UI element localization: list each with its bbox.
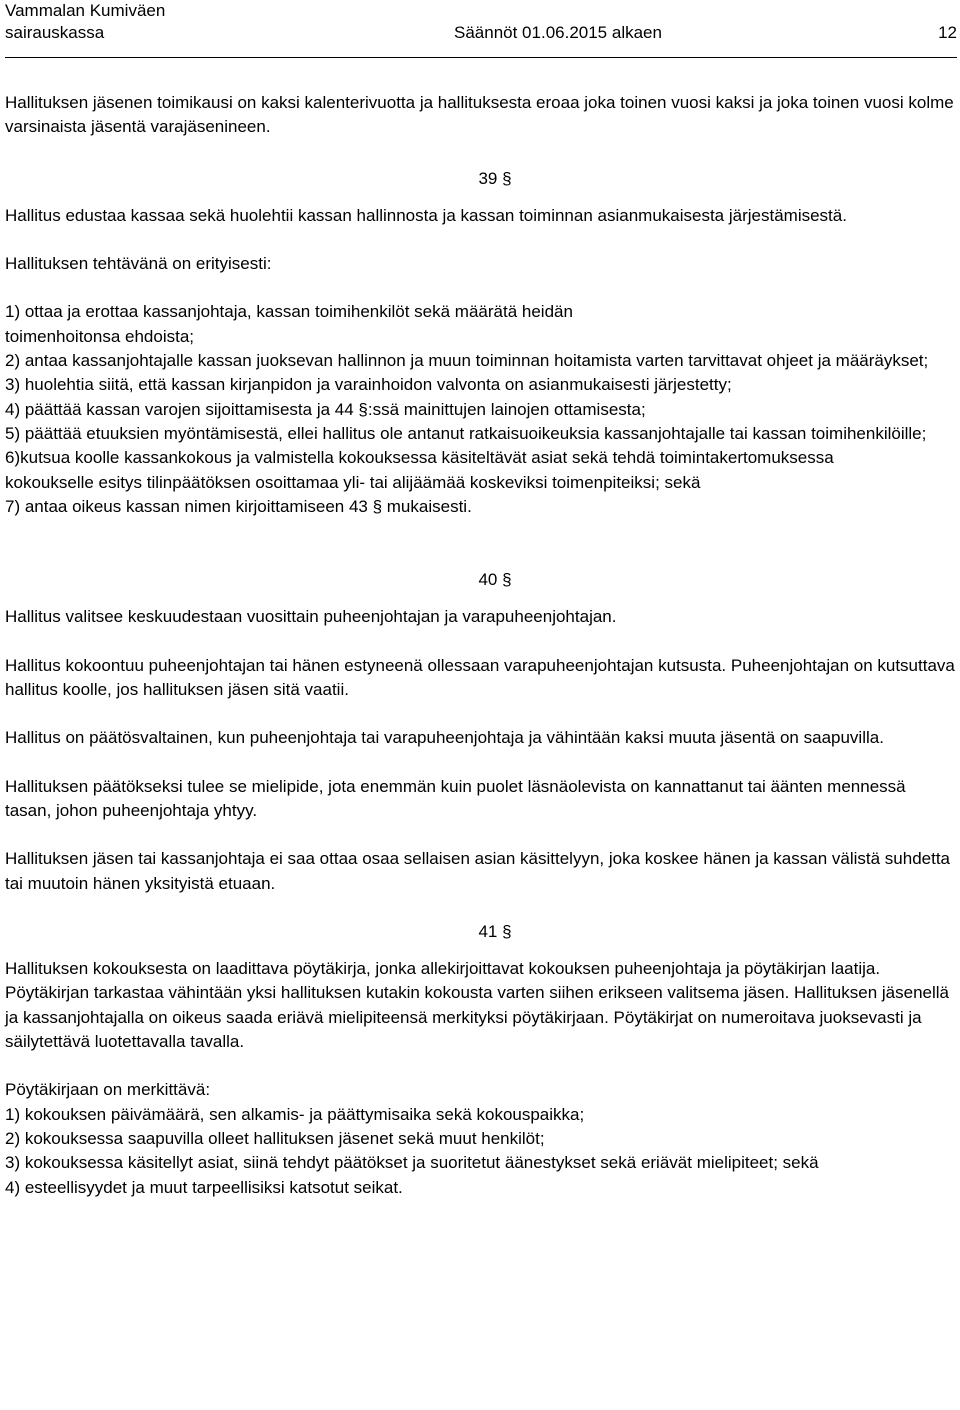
section-40-heading: 40 § bbox=[478, 570, 512, 590]
list-item: 4) päättää kassan varojen sijoittamisesta ja 44 §:ssä mainittujen lainojen ottamisesta; bbox=[5, 399, 646, 419]
document-body bbox=[5, 91, 955, 1200]
section-40-paragraph-3: Hallitus on päätösvaltainen, kun puheenjohtaja tai varapuheenjohtaja ja vähintään kaksi muuta jäsentä on saapuvilla. bbox=[5, 728, 884, 748]
list-item: 2) antaa kassanjohtajalle kassan juoksevan hallinnon ja muun toiminnan hoitamista varten tarvittavat ohjeet ja määräykset; bbox=[5, 351, 929, 371]
list-item: 3) huolehtia siitä, että kassan kirjanpidon ja varainhoidon valvonta on asianmukaisesti järjestetty; bbox=[5, 375, 732, 395]
section-41-minutes-list bbox=[5, 1103, 955, 1200]
section-40-paragraph-2: Hallitus kokoontuu puheenjohtajan tai hänen estyneenä ollessaan varapuheenjohtajan kutsusta. Puheenjohtajan on kutsuttava hallitus koolle, jos hallituksen jäsen sitä vaatii. bbox=[5, 655, 955, 700]
header-organization-line1: Vammalan Kumiväen bbox=[5, 1, 166, 20]
header-divider bbox=[5, 57, 957, 58]
list-item: 3) kokouksessa käsitellyt asiat, siinä tehdyt päätökset ja suoritetut äänestykset sekä eriävät mielipiteet; sekä bbox=[5, 1153, 819, 1173]
section-40-paragraph-1: Hallitus valitsee keskuudestaan vuosittain puheenjohtajan ja varapuheenjohtajan. bbox=[5, 607, 617, 627]
section-41-paragraph-1: Hallituksen kokouksesta on laadittava pöytäkirja, jonka allekirjoittavat kokouksen puheenjohtaja ja pöytäkirjan laatija. Pöytäkirjan tarkastaa vähintään yksi hallituksen kutakin kokousta varten siihen erikseen valitsema jäsen. Hallituksen jäsenellä ja kassanjohtajalla on oikeus saada eriävä mielipiteensä merkityksi pöytäkirjaan. Pöytäkirjat on numeroitava juoksevasti ja säilytettävä luotettavalla tavalla. bbox=[5, 959, 949, 1052]
header-rules-date: Säännöt 01.06.2015 alkaen bbox=[454, 23, 662, 42]
header-organization-line2: sairauskassa bbox=[5, 23, 105, 42]
list-item: 7) antaa oikeus kassan nimen kirjoittamiseen 43 § mukaisesti. bbox=[5, 496, 472, 516]
intro-paragraph: Hallituksen jäsenen toimikausi on kaksi kalenterivuotta ja hallituksesta eroaa joka toinen vuosi kaksi ja joka toinen vuosi kolme varsinaista jäsentä varajäsenineen. bbox=[5, 93, 954, 137]
page-header bbox=[5, 0, 955, 58]
section-39-paragraph-2: Hallituksen tehtävänä on erityisesti: bbox=[5, 254, 272, 274]
list-item: 2) kokouksessa saapuvilla olleet hallituksen jäsenet sekä muut henkilöt; bbox=[5, 1128, 545, 1148]
list-item: 4) esteellisyydet ja muut tarpeellisiksi katsotut seikat. bbox=[5, 1177, 403, 1197]
document-page bbox=[5, 0, 955, 1200]
section-39-paragraph-1: Hallitus edustaa kassaa sekä huolehtii kassan hallinnosta ja kassan toiminnan asianmukaisesta järjestämisestä. bbox=[5, 205, 847, 225]
section-39-duties-list bbox=[5, 300, 955, 519]
list-item: 1) kokouksen päivämäärä, sen alkamis- ja päättymisaika sekä kokouspaikka; bbox=[5, 1104, 585, 1124]
header-page-number: 12 bbox=[938, 23, 957, 42]
section-41-paragraph-2: Pöytäkirjaan on merkittävä: bbox=[5, 1080, 211, 1100]
section-41-heading: 41 § bbox=[478, 921, 512, 941]
list-item: 1) ottaa ja erottaa kassanjohtaja, kassan toimihenkilöt sekä määrätä heidän toimenhoitonsa ehdoista; bbox=[5, 302, 573, 346]
section-40-paragraph-5: Hallituksen jäsen tai kassanjohtaja ei saa ottaa osaa sellaisen asian käsittelyyn, joka koskee hänen ja kassan välistä suhdetta tai muutoin hänen yksityistä etuaan. bbox=[5, 849, 951, 893]
list-item: 6)kutsua koolle kassankokous ja valmistella kokouksessa käsiteltävät asiat sekä tehdä toimintakertomuksessa kokoukselle esitys tilinpäätöksen osoittamaa yli- tai alijäämää koskeviksi toimenpiteiksi; sekä bbox=[5, 448, 834, 492]
list-item: 5) päättää etuuksien myöntämisestä, ellei hallitus ole antanut ratkaisuoikeuksia kassanjohtajalle tai kassan toimihenkilöille; bbox=[5, 423, 927, 443]
section-39-heading: 39 § bbox=[478, 168, 512, 188]
section-40-paragraph-4: Hallituksen päätökseksi tulee se mielipide, jota enemmän kuin puolet läsnäolevista on kannattanut tai äänten mennessä tasan, johon puheenjohtaja yhtyy. bbox=[5, 776, 906, 820]
